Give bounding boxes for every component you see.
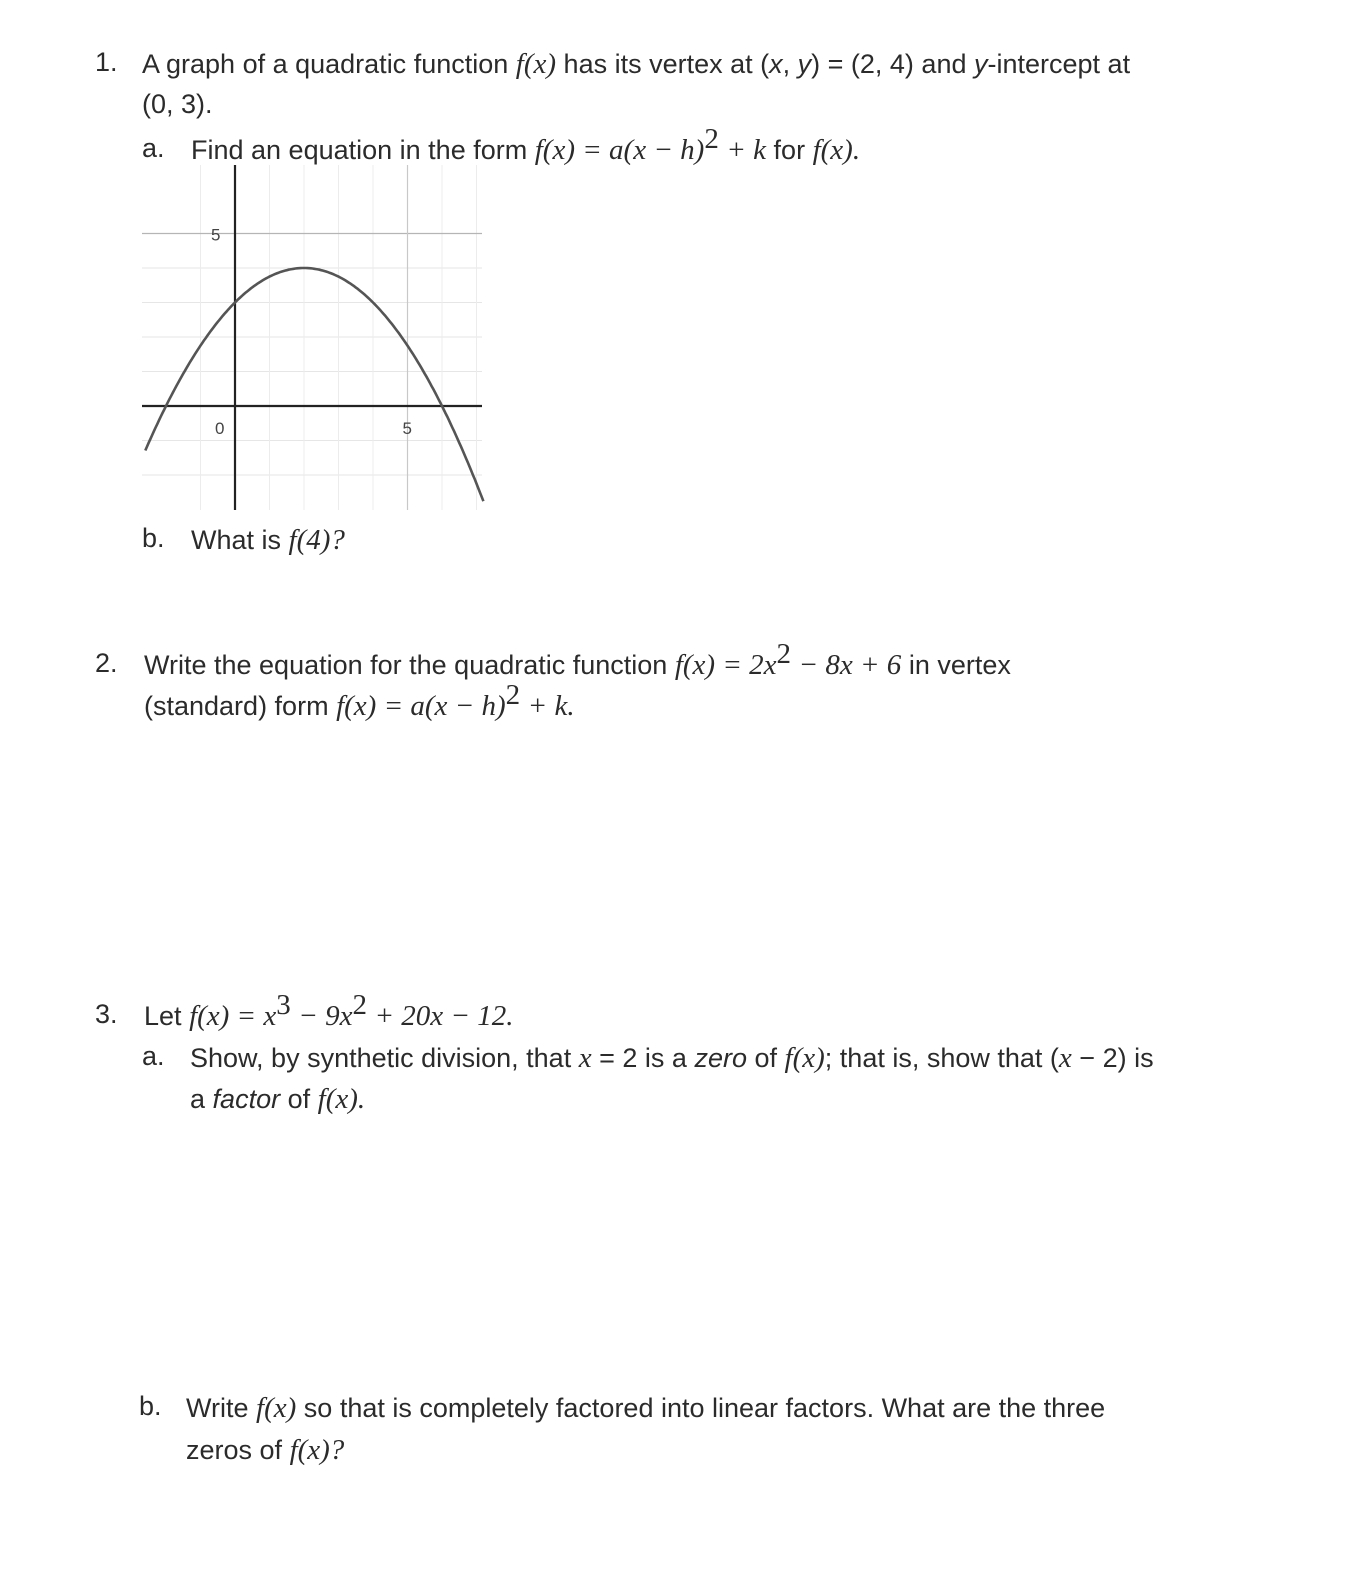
q1a-prompt: Find an equation in the form (191, 135, 528, 165)
y-tick-label-5: 5 (211, 225, 221, 245)
q2-expr: f(x) = 2x (674, 649, 777, 681)
q3a-text: ; that is, show that ( (824, 1043, 1059, 1073)
vertex-form-end: + k. (527, 690, 575, 722)
q1-line1 (142, 42, 1130, 87)
q1b-text (191, 518, 345, 563)
q3a-fx: f(x) (784, 1042, 825, 1074)
q3b-text: so that is completely factored into linear factors. What are the three (303, 1393, 1106, 1423)
q1a-label: a. (142, 133, 165, 163)
q1a-for: for (773, 135, 806, 165)
q1-x: x (769, 49, 783, 79)
q1-fx: f(x) (515, 48, 557, 80)
q3b-text: Write (186, 1393, 249, 1423)
q3-expr: − 9x (298, 1000, 353, 1032)
vertex-form: f(x) = a(x − h) (534, 134, 705, 166)
q3a-line2 (190, 1077, 365, 1122)
q1-y: y (797, 49, 812, 79)
q3b-fx: f(x) (256, 1392, 297, 1424)
q3a-text: of (754, 1043, 778, 1073)
q2-text: in vertex (908, 650, 1011, 680)
q1-line2: (0, 3). (142, 89, 213, 119)
q3a-x: x (1058, 1042, 1072, 1074)
q3b-line2 (186, 1428, 344, 1473)
q3a-text: − 2) is (1079, 1043, 1154, 1073)
q2-line2 (144, 679, 575, 729)
q3-expr: + 20x − 12. (374, 1000, 514, 1032)
q3a-text: of (287, 1084, 311, 1114)
graph-grid (142, 165, 482, 510)
q3a-fx: f(x). (317, 1083, 366, 1115)
q2-line1 (144, 638, 1011, 688)
q1-text: has its vertex at ( (563, 49, 770, 79)
q3-number: 3. (95, 999, 118, 1029)
q3a-text: Show, by synthetic division, that (190, 1043, 572, 1073)
q3b-text: zeros of (186, 1435, 283, 1465)
q3b-line1 (186, 1386, 1105, 1431)
cube: 3 (276, 989, 291, 1021)
q1-y2: y (974, 49, 988, 79)
q1-text: ) = (2, 4) and (811, 49, 967, 79)
q2-number: 2. (95, 648, 118, 678)
q1-comma: , (782, 49, 798, 79)
q1-text: A graph of a quadratic function (142, 49, 509, 79)
q3a-label: a. (142, 1041, 165, 1071)
q2-text: Write the equation for the quadratic function (144, 650, 668, 680)
q1b-label: b. (142, 523, 165, 553)
vertex-form-end: + k (726, 134, 767, 166)
q3b-label: b. (139, 1391, 162, 1421)
q2-text: (standard) form (144, 691, 329, 721)
vertex-form: f(x) = a(x − h) (336, 690, 506, 722)
q3a-line1 (190, 1036, 1154, 1081)
q2-expr: − 8x + 6 (798, 649, 902, 681)
q3b-fx: f(x)? (289, 1434, 345, 1466)
q3-let: Let (144, 1001, 182, 1031)
q3a-text: = 2 is a (599, 1043, 687, 1073)
q1b-expr: f(4)? (288, 524, 345, 556)
q3-line1 (144, 989, 514, 1039)
q1b-prompt: What is (191, 525, 282, 555)
square: 2 (776, 638, 792, 670)
q3a-factor: factor (212, 1084, 281, 1114)
parabola-graph (140, 160, 490, 515)
q1-number: 1. (95, 47, 118, 77)
x-tick-label-5: 5 (402, 419, 412, 438)
square: 2 (352, 989, 367, 1021)
square: 2 (505, 679, 521, 711)
q1a-fx: f(x). (812, 134, 861, 166)
q3a-zero: zero (694, 1043, 747, 1073)
q3-expr: f(x) = x (189, 1000, 277, 1032)
square: 2 (704, 123, 719, 155)
q3a-x: x (578, 1042, 592, 1074)
q1-text: -intercept at (987, 49, 1131, 79)
x-tick-label-0: 0 (215, 419, 225, 438)
q3a-text: a (190, 1084, 206, 1114)
